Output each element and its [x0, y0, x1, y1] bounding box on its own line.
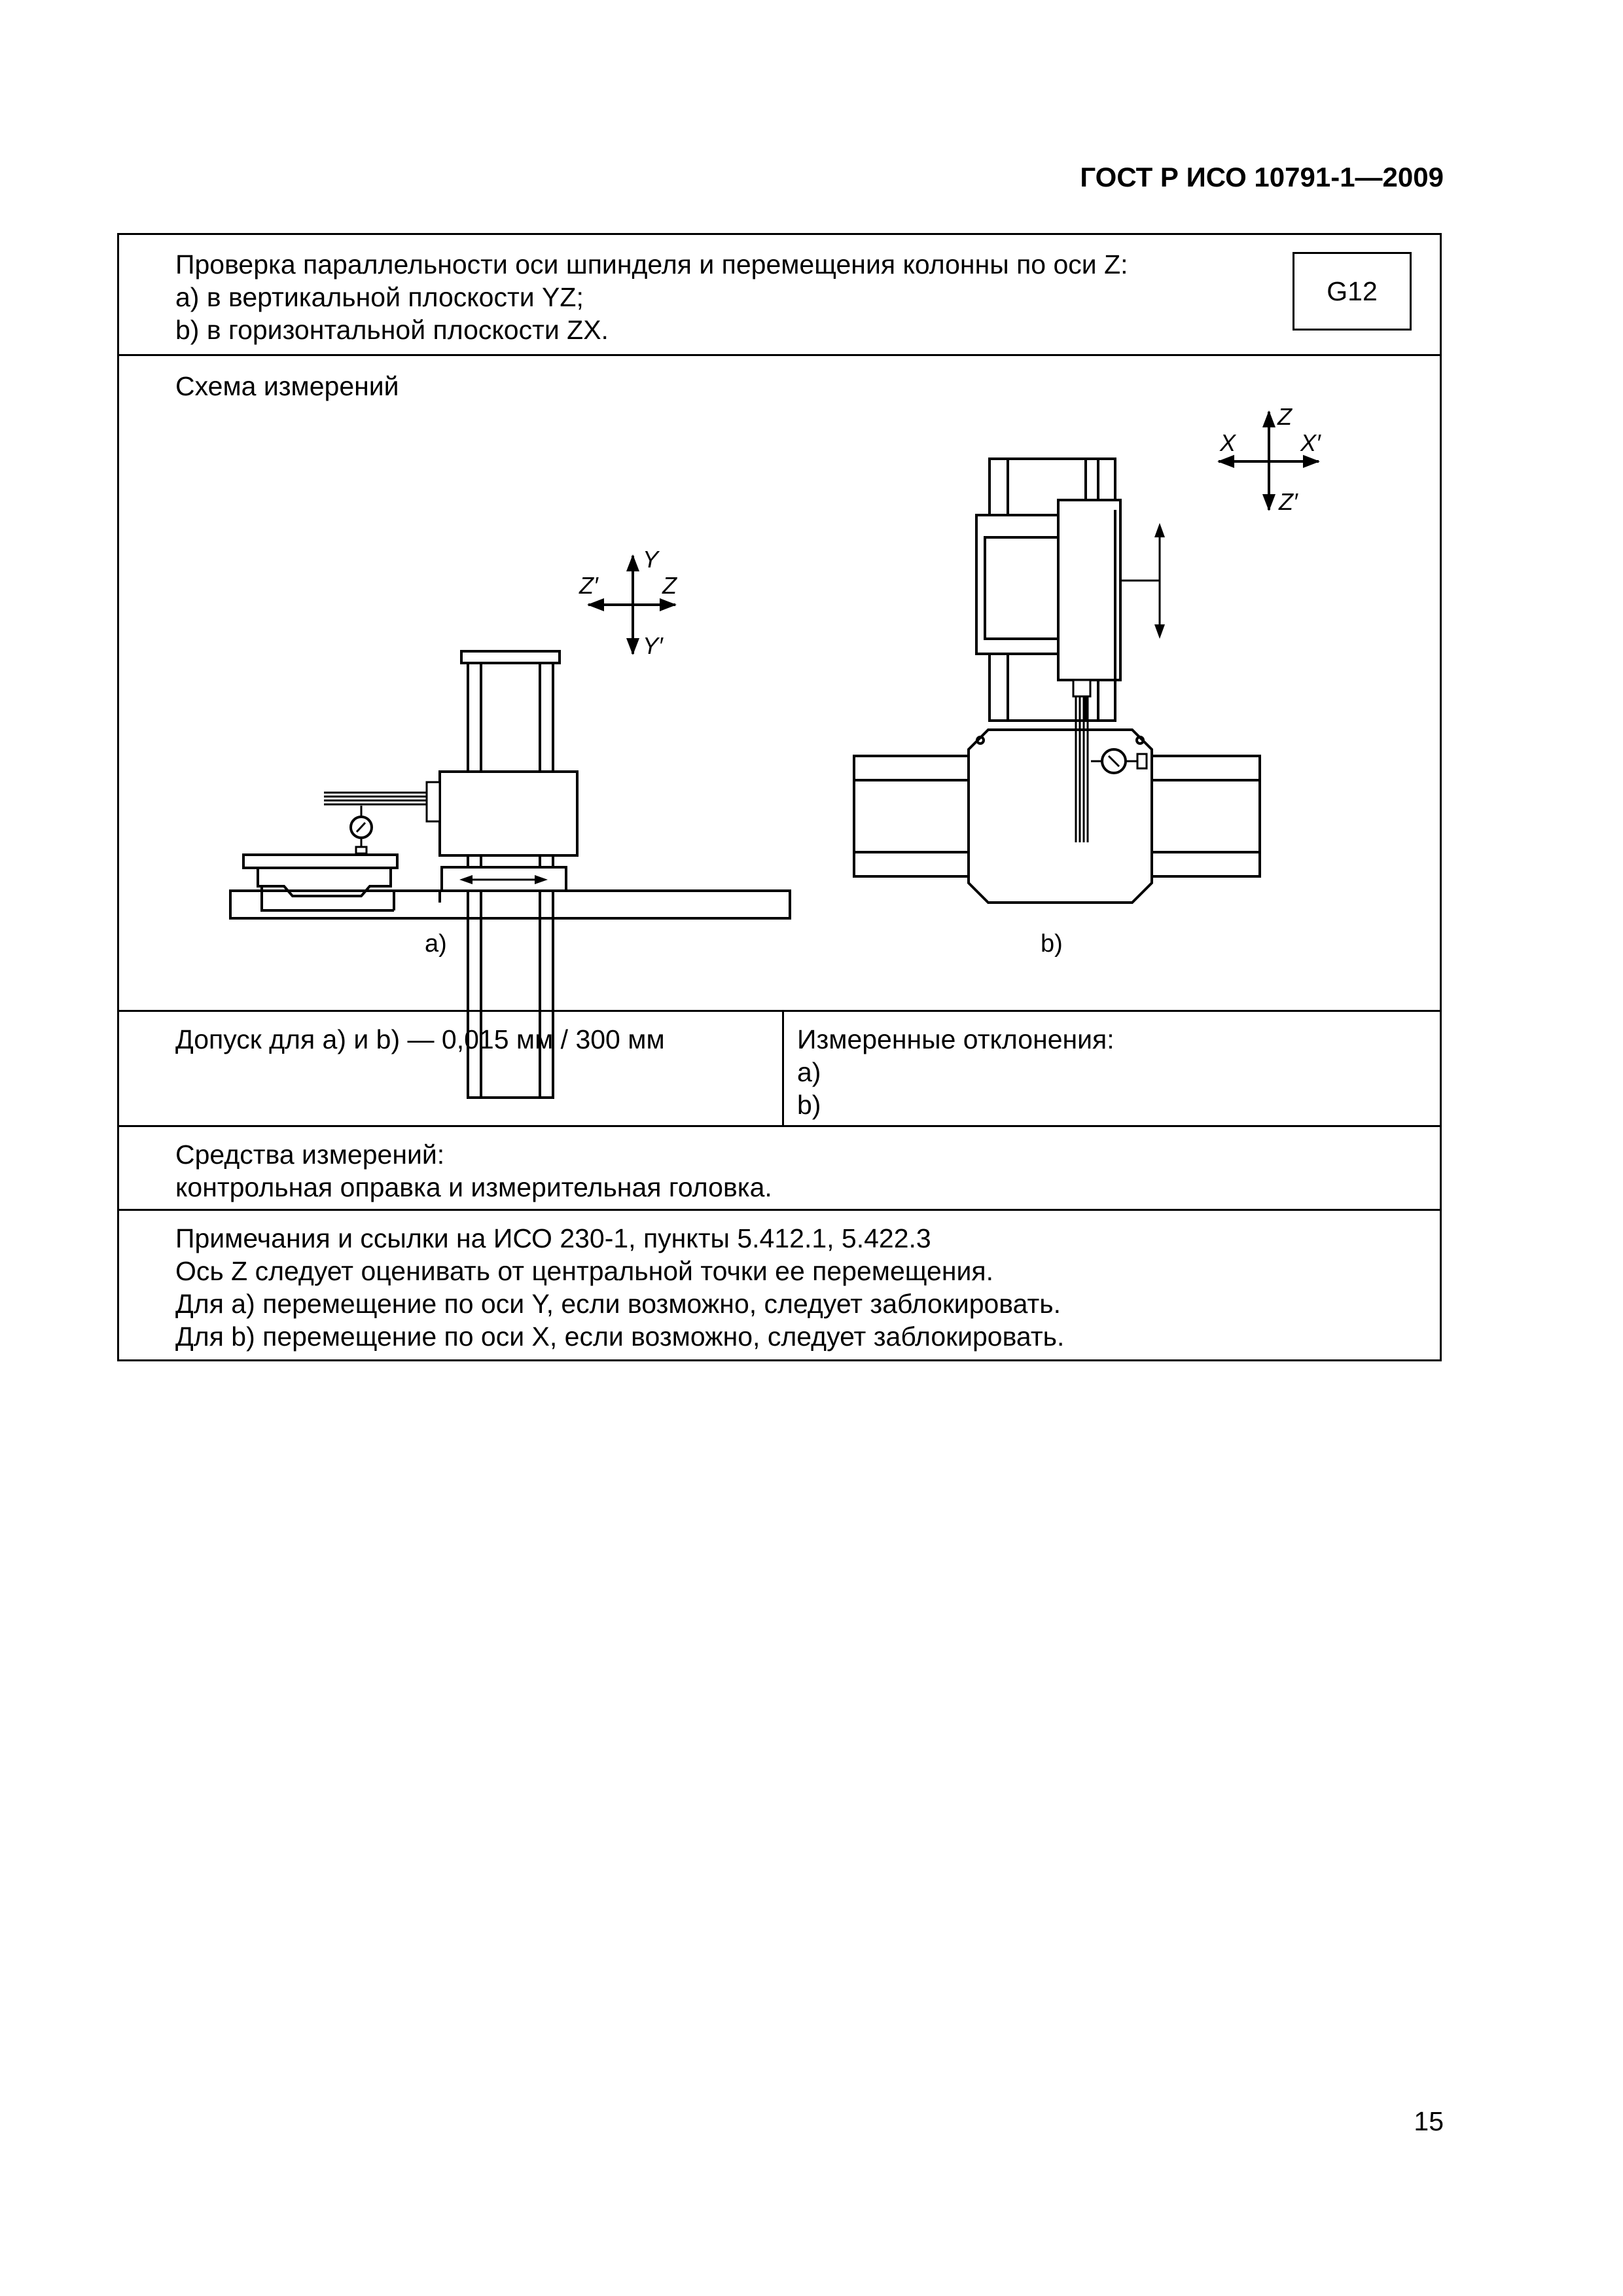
axis-label-y-prime: Y′ [643, 632, 663, 659]
row-divider [119, 1209, 1440, 1211]
deviations-heading: Измеренные отклонения: [797, 1024, 1115, 1054]
y-travel-arrow [1120, 523, 1165, 639]
note-line: Для a) перемещение по оси Y, если возможно, следует заблокировать. [175, 1289, 1061, 1319]
deviation-item-b: b) [797, 1090, 821, 1120]
table-top-view [854, 730, 1260, 903]
note-line: Для b) перемещение по оси X, если возможно, следует заблокировать. [175, 1321, 1065, 1352]
note-line: Примечания и ссылки на ИСО 230-1, пункты 5.412.1, 5.422.3 [175, 1223, 931, 1253]
axis-label-x-b: X [1220, 429, 1236, 456]
test-title-line: b) в горизонтальной плоскости ZX. [175, 315, 609, 345]
column-divider [782, 1010, 784, 1125]
spindle-housing [1058, 500, 1120, 680]
axis-label-z-b: Z [1277, 403, 1292, 430]
caption-a: a) [425, 930, 447, 958]
axis-label-z: Z [662, 572, 677, 599]
caption-b: b) [1041, 930, 1063, 958]
tolerance-text: Допуск для a) и b) — 0,015 мм / 300 мм [175, 1024, 665, 1054]
axis-label-z-prime: Z′ [579, 572, 598, 599]
axis-label-x-prime-b: X′ [1300, 429, 1321, 456]
diagram-b-top-view [119, 235, 1444, 1020]
measured-deviations [797, 1023, 1115, 1121]
diagram-heading: Схема измерений [175, 371, 399, 401]
document-code: ГОСТ Р ИСО 10791-1—2009 [1080, 162, 1444, 192]
test-sheet-table [117, 233, 1442, 1361]
axis-label-z-prime-b: Z′ [1279, 488, 1298, 515]
test-title-line: a) в вертикальной плоскости YZ; [175, 282, 584, 312]
instruments-heading: Средства измерений: [175, 1139, 445, 1170]
deviation-item-a: a) [797, 1057, 821, 1087]
note-line: Ось Z следует оценивать от центральной точки ее перемещения. [175, 1256, 993, 1286]
test-code: G12 [1327, 276, 1378, 306]
test-title-line: Проверка параллельности оси шпинделя и перемещения колонны по оси Z: [175, 249, 1128, 279]
page-number: 15 [1414, 2106, 1444, 2136]
notes [175, 1222, 1064, 1353]
axis-label-y: Y [643, 546, 659, 573]
row-divider [119, 1125, 1440, 1127]
row-divider [119, 1010, 1440, 1012]
instruments-text: контрольная оправка и измерительная головка. [175, 1172, 772, 1202]
axis-cross-b [1217, 403, 1321, 515]
headstock-window [985, 537, 1067, 639]
measuring-instruments [175, 1138, 772, 1204]
